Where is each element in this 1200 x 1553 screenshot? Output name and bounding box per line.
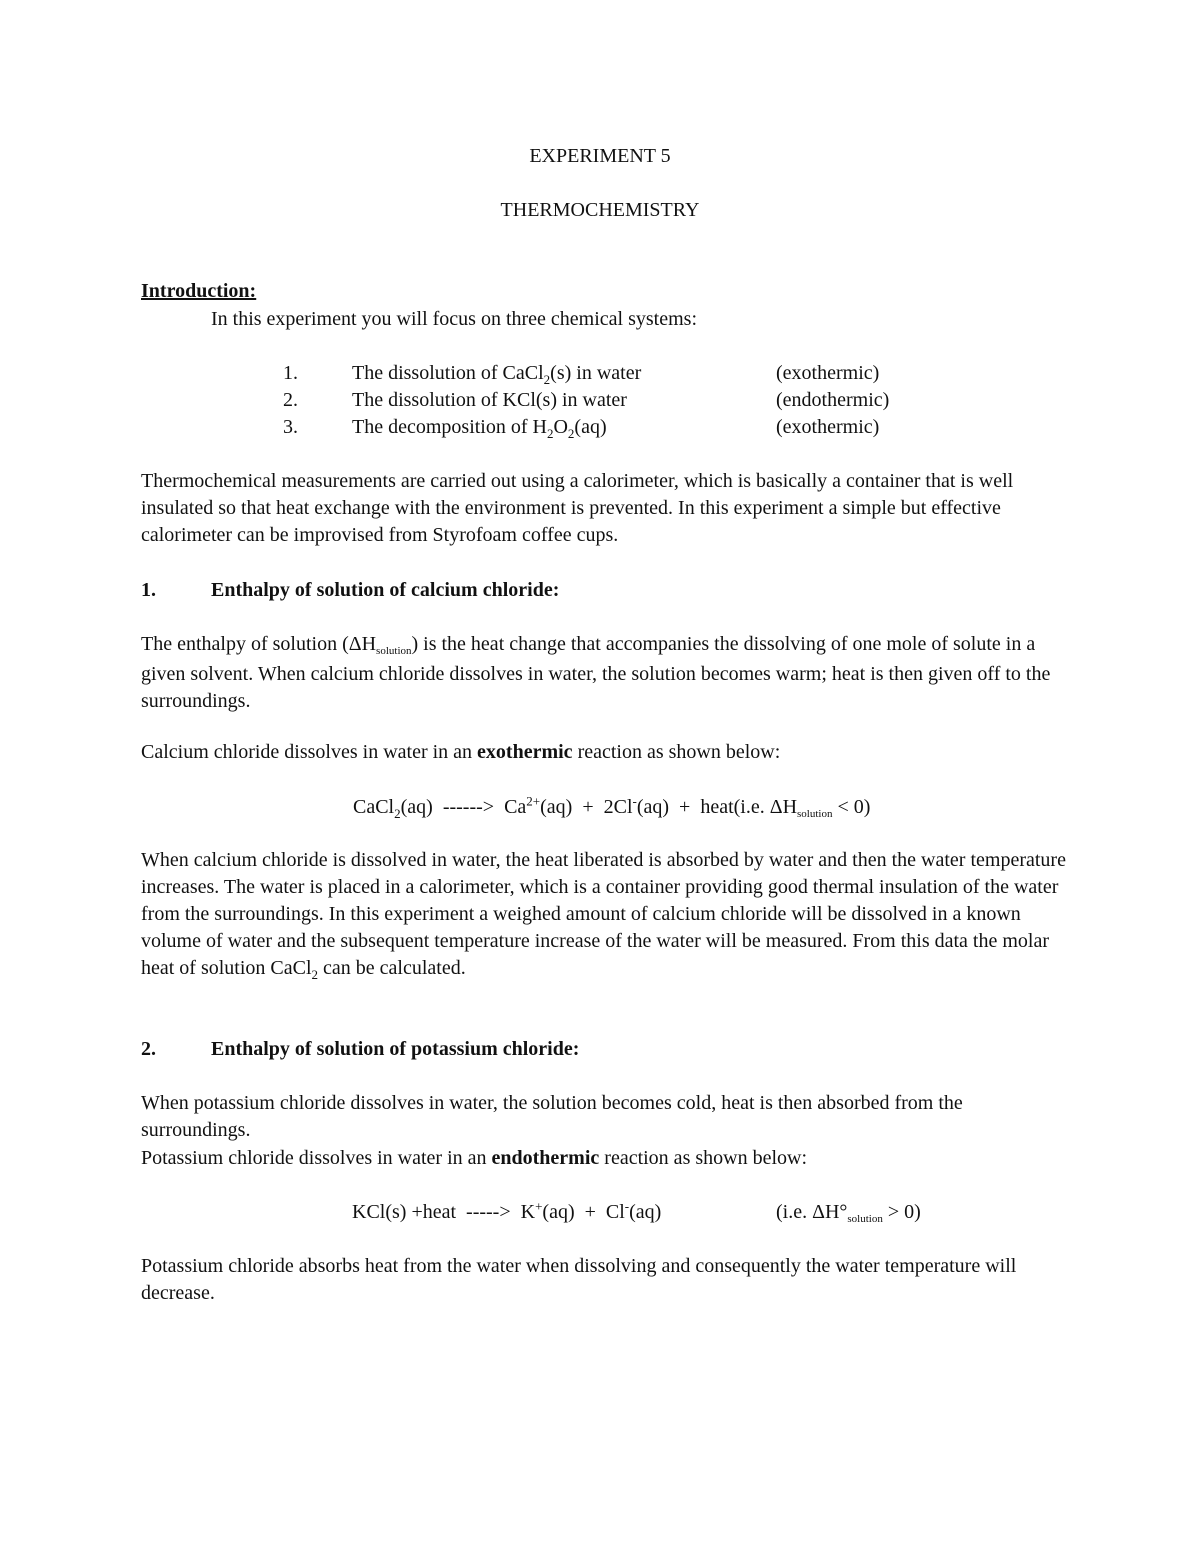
section2-equation: KCl(s) +heat -----> K+(aq) + Cl-(aq) [352,1198,662,1223]
section2-heading: Enthalpy of solution of potassium chloride: [211,1038,580,1060]
list-item-number: 3. [283,416,298,438]
list-item-number: 2. [283,389,298,411]
document-title: EXPERIMENT 5 [529,145,671,167]
section1-heading: Enthalpy of solution of calcium chloride: [211,579,560,601]
section1-number: 1. [141,579,156,601]
list-item-type: (endothermic) [776,389,890,411]
document-subtitle: THERMOCHEMISTRY [500,199,700,221]
section2-equation-condition: (i.e. $\Delta H^\circ_{solution} > 0$) [776,1201,921,1225]
list-item-text: The dissolution of CaCl$_2$(s) in water [352,362,642,387]
list-item-type: (exothermic) [776,416,880,438]
section2-paragraph-3: Potassium chloride absorbs heat from the water when dissolving and consequently the water temperature will decrease. [141,1255,1017,1304]
list-item-type: (exothermic) [776,362,880,384]
list-item-text: The dissolution of KCl(s) in water [352,389,627,411]
intro-heading: Introduction: [141,280,257,302]
intro-lead: In this experiment you will focus on three chemical systems: [211,308,697,330]
section2-number: 2. [141,1038,156,1060]
section1-paragraph-2: Calcium chloride dissolves in water in an exothermic reaction as shown below: [141,741,781,763]
list-item-text: The decomposition of $H_2O_2(aq)$ [352,416,607,441]
section2-paragraph-1: When potassium chloride dissolves in water, the solution becomes cold, heat is then absorbed from the surroundings. [141,1092,963,1141]
section2-paragraph-2: Potassium chloride dissolves in water in an endothermic reaction as shown below: [141,1147,808,1169]
section1-equation: CaCl$_2$(aq) ------> $Ca^{2+}(aq) + 2Cl^-(aq)$ + heat(i.e. $\Delta H_{solution} < 0$) [353,793,871,821]
section1-paragraph-1: The enthalpy of solution $(\Delta H_{solution})$ is the heat change that accompanies the dissolving of one mole of solute in a given solvent. When calcium chloride dissolves in water, the solution becomes warm; heat is then given off to the surroundings. [141,633,1051,712]
list-item-number: 1. [283,362,298,384]
intro-paragraph: Thermochemical measurements are carried out using a calorimeter, which is basically a container that is well insulated so that heat exchange with the environment is prevented. In this experiment a simple but effective calorimeter can be improvised from Styrofoam coffee cups. [141,470,1014,546]
section1-paragraph-3: When calcium chloride is dissolved in water, the heat liberated is absorbed by water and then the water temperature increases. The water is placed in a calorimeter, which is a container providing good thermal insulation of the water from the surroundings. In this experiment a weighed amount of calcium chloride will be dissolved in a known volume of water and the subsequent temperature increase of the water will be measured. From this data the molar heat of solution CaCl$_2$ can be calculated. [141,849,1066,982]
